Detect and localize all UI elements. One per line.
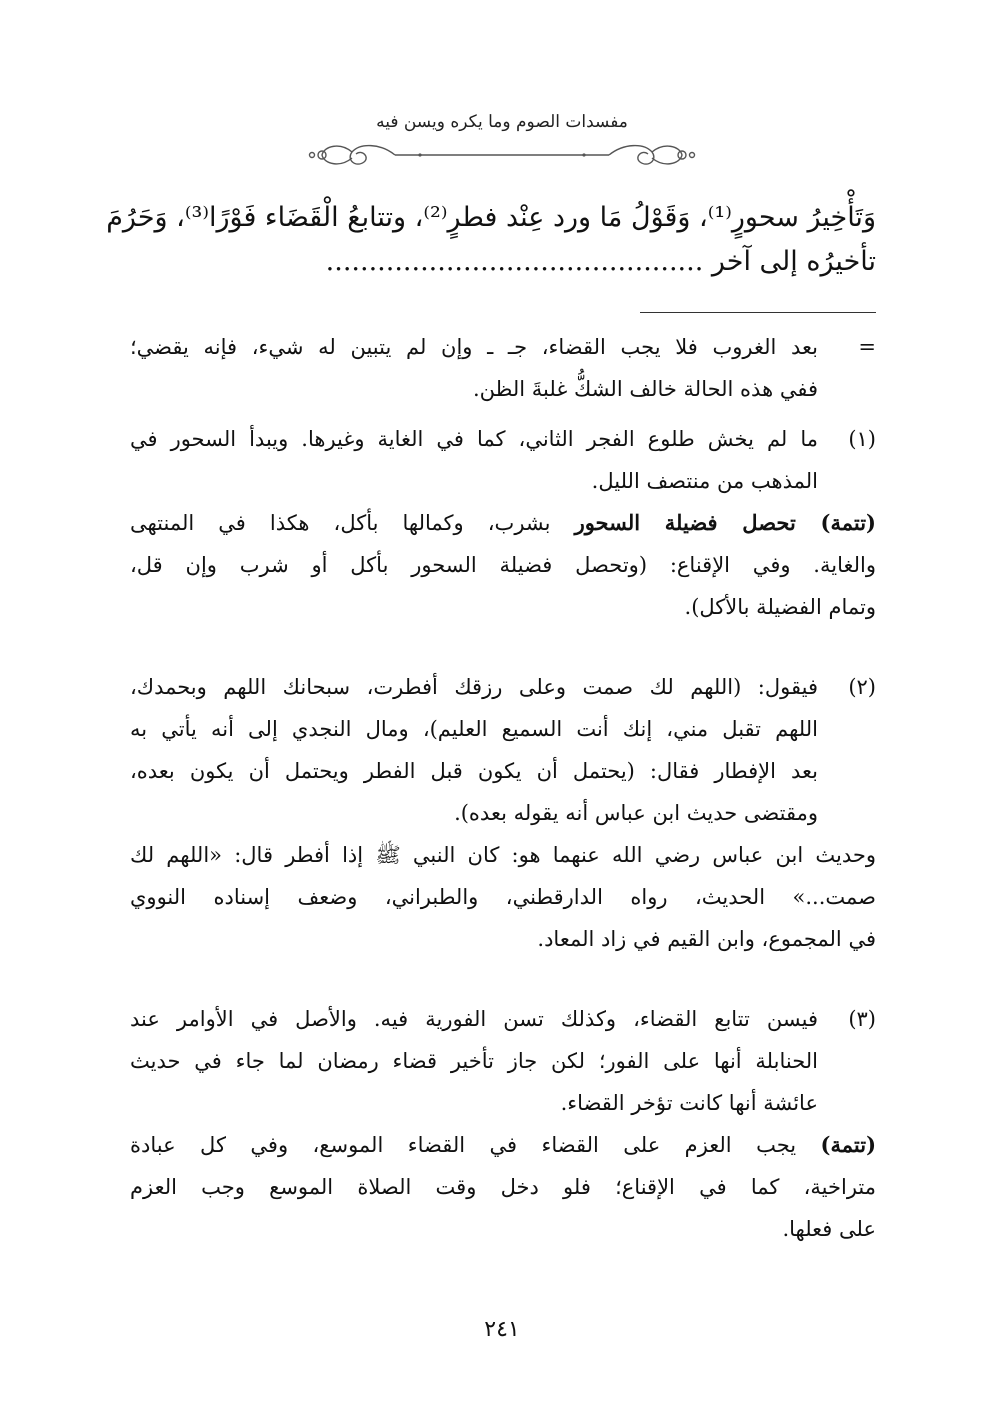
footnote-marker: (٣) [848, 1007, 876, 1031]
footnote-separator [640, 312, 876, 313]
footnote-1 [130, 418, 876, 628]
addendum-label: (تتمة) تحصل فضيلة السحور [574, 510, 876, 535]
addendum-label: (تتمة) [820, 1132, 876, 1157]
main-text-line: تأخيرُه إلى آخر ............................................ [325, 246, 876, 277]
footnote-line: بعد الغروب فلا يجب القضاء، جـ ـ وإن لم يتبين له شيء، فإنه يقضي؛ [130, 335, 818, 359]
footnote-marker: (٢) [848, 675, 876, 699]
footnote-line: الحنابلة أنها على الفور؛ لكن جاز تأخير قضاء رمضان لما جاء في حديث [130, 1049, 818, 1073]
footnote-marker: (١) [848, 427, 876, 451]
footnote-line: على فعلها. [782, 1217, 876, 1241]
footnote-line: فيسن تتابع القضاء، وكذلك تسن الفورية فيه. والأصل في الأوامر عند [130, 1007, 818, 1031]
footnote-line: في المجموع، وابن القيم في زاد المعاد. [537, 927, 876, 951]
running-header [300, 112, 704, 172]
footnote-line: متراخية، كما في الإقناع؛ فلو دخل وقت الصلاة الموسع وجب العزم [130, 1175, 876, 1199]
footnote-line: اللهم تقبل مني، إنك أنت السميع العليم)، ومال النجدي إلى أنه يأتي به [130, 717, 818, 741]
main-text [106, 196, 876, 284]
footnote-line: ففي هذه الحالة خالف الشكُّ غلبةَ الظن. [473, 377, 818, 401]
footnote-line: وتمام الفضيلة بالأكل). [684, 595, 876, 619]
footnote-line: والغاية. وفي الإقناع: (وتحصل فضيلة السحور بأكل أو شرب وإن قل، [130, 553, 876, 577]
footnote-line: ما لم يخش طلوع الفجر الثاني، كما في الغاية وغيرها. ويبدأ السحور في [130, 427, 818, 451]
header-title: مفسدات الصوم وما يكره ويسن فيه [376, 112, 628, 132]
footnote-line: عائشة أنها كانت تؤخر القضاء. [560, 1091, 818, 1115]
main-text-line: وَتَأْخِيرُ سحورٍ⁽¹⁾، وَقَوْلُ مَا ورد عِنْد فطرٍ⁽²⁾، وتتابعُ الْقَضَاء فَوْرًا⁽³⁾، وَحَرُمَ [106, 202, 876, 233]
footnote-line: صمت...» الحديث، رواه الدارقطني، والطبراني، وضعف إسناده النووي [130, 885, 876, 909]
footnote-line: بعد الإفطار فقال: (يحتمل أن يكون قبل الفطر ويحتمل أن يكون بعده، [130, 759, 818, 783]
footnote-continued [130, 326, 876, 410]
footnote-line [130, 502, 876, 544]
footnote-text: بشرب، وكمالها بأكل، هكذا في المنتهى [130, 511, 575, 535]
footnote-text: يجب العزم على القضاء في القضاء الموسع، وفي كل عبادة [130, 1133, 821, 1157]
footnote-line [130, 1124, 876, 1166]
footnote-3 [130, 998, 876, 1250]
footnote-marker: = [858, 335, 876, 359]
ornament-divider-icon [300, 138, 704, 172]
footnote-line: فيقول: (اللهم لك صمت وعلى رزقك أفطرت، سبحانك اللهم وبحمدك، [130, 675, 818, 699]
footnote-line: ومقتضى حديث ابن عباس أنه يقوله بعده). [454, 801, 818, 825]
page-number: ٢٤١ [484, 1317, 520, 1342]
footnote-line: المذهب من منتصف الليل. [591, 469, 818, 493]
footnote-2 [130, 666, 876, 960]
footnote-line: وحديث ابن عباس رضي الله عنهما هو: كان النبي ﷺ إذا أفطر قال: «اللهم لك [130, 843, 876, 867]
